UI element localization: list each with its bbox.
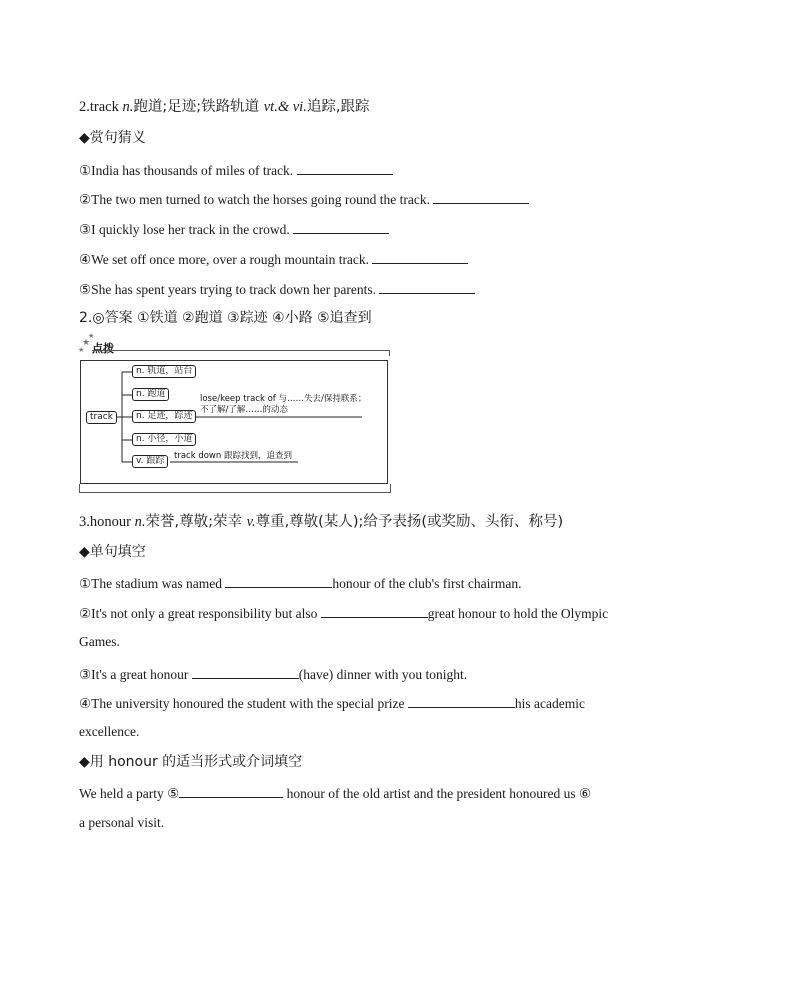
exercise-title: ◆赏句猜义 [79,130,146,146]
section-3-heading [79,513,563,531]
answer-blank[interactable] [293,219,389,234]
fill-sentence-1 [79,573,521,593]
sentence-text: ③I quickly lose her track in the crowd. [79,222,290,237]
answer-blank[interactable] [179,783,283,798]
definition: 尊重,尊敬(某人);给予表扬(或奖励、头衔、称号) [255,514,564,530]
sentence-text: ⑤She has spent years trying to track down her parents. [79,282,377,297]
fill-sentence-2-cont: Games. [79,634,120,649]
star-icon: ★ [88,332,95,340]
sentence-3 [79,219,389,239]
sentence-text: ①India has thousands of miles of track. [79,163,294,178]
answer-blank[interactable] [321,603,428,618]
headword: honour [89,514,135,530]
sentence-1 [79,160,393,180]
sentence-text: ①The stadium was named [79,576,226,591]
branch-box: v. 跟踪 [132,455,168,468]
branch-box: n. 跑道 [132,388,169,401]
fill-sentence-5 [79,783,591,803]
fill-sentence-3 [79,664,467,684]
branch-box: n. 小径，小道 [132,433,196,446]
star-icon: ★ [78,346,85,354]
answer-blank[interactable] [225,573,332,588]
sentence-text: We held a party ⑤ [79,786,180,801]
fill-sentence-4-cont: excellence. [79,724,140,739]
answer-blank[interactable] [192,664,299,679]
sentence-5 [79,279,475,299]
section-2-heading [79,98,369,116]
exercise-title: ◆用 honour 的适当形式或介词填空 [79,754,303,770]
answer-key: 2.◎答案 ①铁道 ②跑道 ③踪迹 ④小路 ⑤追查到 [79,310,372,326]
fill-sentence-4 [79,693,585,713]
sentence-text: his academic [514,696,585,711]
phrase-note: 不了解/了解……的动态 [200,405,288,415]
sentence-text: ②It's not only a great responsibility but also [79,606,321,621]
sentence-text: ②The two men turned to watch the horses going round the track. [79,192,431,207]
fill-sentence-5-cont: a personal visit. [79,815,165,830]
definition: 追踪,跟踪 [306,99,370,115]
sentence-text: ④We set off once more, over a rough mountain track. [79,252,370,267]
part-of-speech: n. [134,514,146,530]
part-of-speech: n. [122,99,134,115]
root-word-box: track [86,411,117,424]
section-number: 2. [79,99,90,115]
fill-sentence-2 [79,603,608,623]
tip-label: 点拨 [92,342,114,355]
sentence-text: ③It's a great honour [79,667,192,682]
definition: 荣誉,尊敬;荣幸 [145,514,247,530]
headword: track [89,99,123,115]
sentence-2 [79,189,529,209]
sentence-text: honour of the old artist and the president honoured us ⑥ [283,786,592,801]
track-mind-map [76,334,396,499]
phrase-note: track down 跟踪找到，追查到 [174,451,292,461]
star-icon: ★ [82,338,91,348]
answer-blank[interactable] [372,249,468,264]
sentence-text: (have) dinner with you tonight. [298,667,468,682]
branch-box: n. 轨道，站台 [132,365,196,378]
part-of-speech: v. [246,514,256,530]
sentence-text: honour of the club's first chairman. [332,576,522,591]
phrase-note: lose/keep track of 与……失去/保持联系； [200,394,367,404]
definition: 跑道;足迹;铁路轨道 [133,99,264,115]
sentence-text: ④The university honoured the student with the special prize [79,696,408,711]
part-of-speech: vt.& vi. [263,99,307,115]
sentence-4 [79,249,468,269]
connector-lines [76,334,396,499]
answer-blank[interactable] [408,693,515,708]
branch-box: n. 足迹，踪迹 [132,410,196,423]
sentence-text: great honour to hold the Olympic [427,606,609,621]
exercise-title: ◆单句填空 [79,544,146,560]
section-number: 3. [79,514,90,530]
answer-blank[interactable] [433,189,529,204]
answer-blank[interactable] [379,279,475,294]
answer-blank[interactable] [297,160,393,175]
